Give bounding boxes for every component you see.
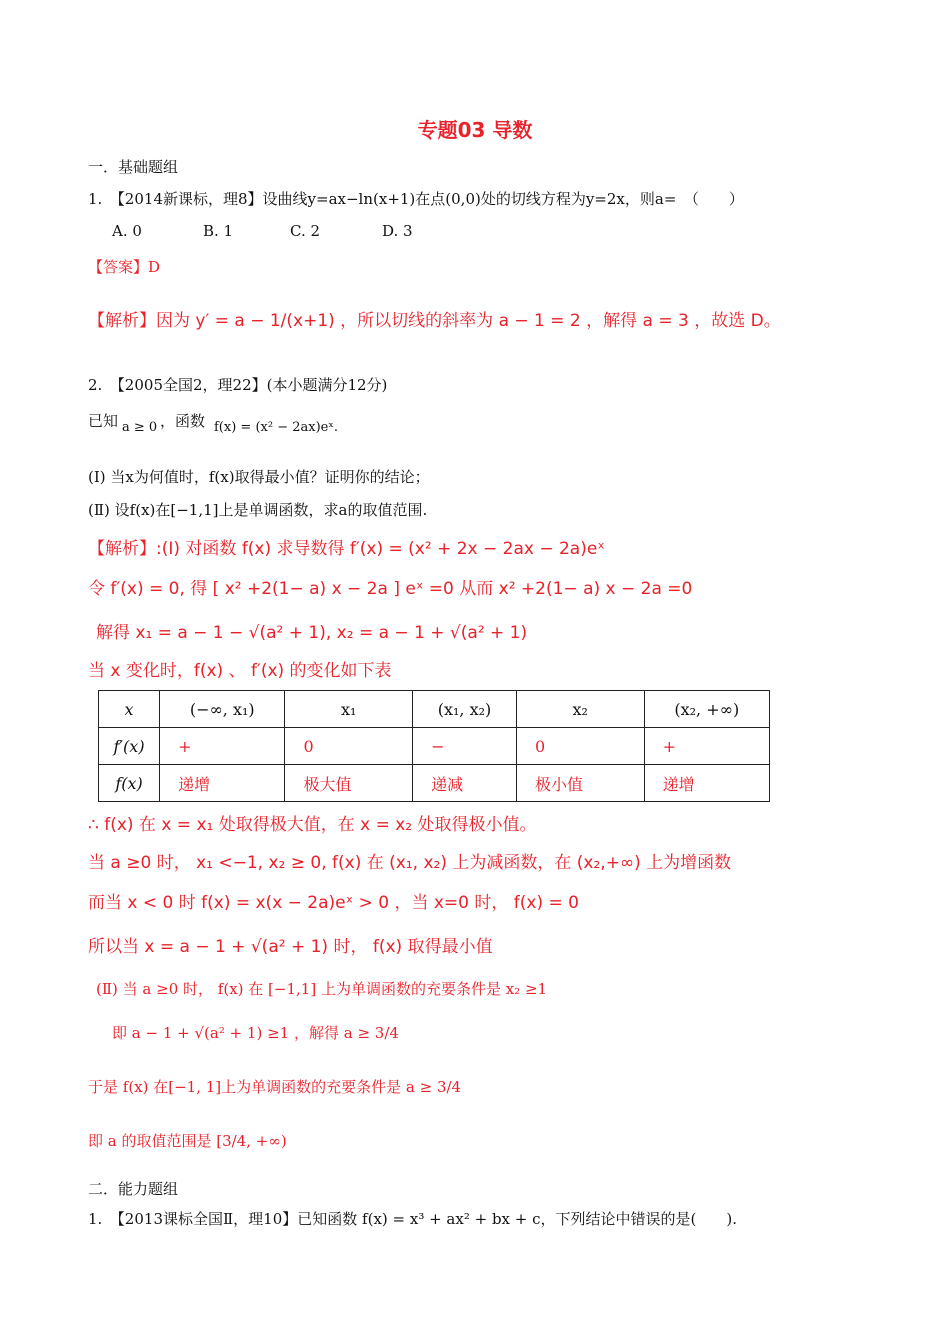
variation-table [98,690,770,802]
q2-solution-line11: 于是 f(x) 在[−1, 1]上为单调函数的充要条件是 a ≥ 3/4 [88,1078,462,1096]
q3-stem: 1. 【2013课标全国Ⅱ，理10】已知函数 f(x) = x³ + ax² + bx + c，下列结论中错误的是( ). [88,1210,737,1228]
table-row [99,765,770,802]
section-heading-basic: 一．基础题组 [88,158,179,176]
q2-given-prefix: 已知 [88,412,119,430]
table-row [99,691,770,728]
q2-given-function: f(x) = (x² − 2ax)eˣ. [214,420,338,435]
table-cell: + [160,728,285,765]
q2-part2: (Ⅱ) 设f(x)在[−1,1]上是单调函数，求a的取值范围. [88,501,428,519]
q1-option-b: B. 1 [203,222,234,240]
q1-option-c: C. 2 [290,222,321,240]
table-row [99,728,770,765]
q1-option-d: D. 3 [382,222,413,240]
q2-solution-line7: 而当 x < 0 时 f(x) = x(x − 2a)eˣ > 0 ，当 x=0 时， f(x) = 0 [88,893,579,913]
q2-given-a: a ≥ 0 [122,420,158,435]
table-cell: 0 [516,728,644,765]
q1-stem: 1. 【2014新课标，理8】设曲线y=ax−ln(x+1)在点(0,0)处的切线方程为y=2x，则a= （ ） [88,190,744,208]
q1-option-a: A. 0 [112,222,142,240]
q2-solution-line6: 当 a ≥0 时， x₁ <−1, x₂ ≥ 0, f(x) 在 (x₁, x₂) 上为减函数，在 (x₂,+∞) 上为增函数 [88,853,732,873]
table-cell: (x₁, x₂) [413,691,517,728]
table-cell: 0 [285,728,413,765]
q2-solution-line3: 解得 x₁ = a − 1 − √(a² + 1), x₂ = a − 1 + √(a² + 1) [96,623,528,643]
table-cell: x [99,691,160,728]
q2-given-mid: ，函数 [160,412,206,430]
q2-header: 2. 【2005全国2，理22】(本小题满分12分) [88,376,388,394]
q2-solution-line4: 当 x 变化时，f(x) 、 f′(x) 的变化如下表 [88,661,392,681]
table-cell: (x₂, +∞) [644,691,769,728]
table-cell: 递增 [160,765,285,802]
table-cell: x₂ [516,691,644,728]
q2-solution-line12: 即 a 的取值范围是 [3/4, +∞) [88,1132,287,1150]
table-cell: + [644,728,769,765]
table-cell: 递减 [413,765,517,802]
page-title: 专题03 导数 [417,118,533,142]
table-cell: − [413,728,517,765]
q2-solution-line8: 所以当 x = a − 1 + √(a² + 1) 时， f(x) 取得最小值 [88,937,493,957]
table-cell: x₁ [285,691,413,728]
table-cell: 递增 [644,765,769,802]
table-cell: 极小值 [516,765,644,802]
q2-solution-line5: ∴ f(x) 在 x = x₁ 处取得极大值，在 x = x₂ 处取得极小值。 [88,815,537,835]
q2-solution-line10: 即 a − 1 + √(a² + 1) ≥1 ，解得 a ≥ 3/4 [112,1024,399,1042]
table-cell: f′(x) [99,728,160,765]
q2-solution-line9: (Ⅱ) 当 a ≥0 时， f(x) 在 [−1,1] 上为单调函数的充要条件是 x₂ ≥1 [96,980,548,998]
q2-solution-line2: 令 f′(x) = 0, 得 [ x² +2(1− a) x − 2a ] eˣ =0 从而 x² +2(1− a) x − 2a =0 [88,579,693,599]
q2-solution-line1: 【解析】:(Ⅰ) 对函数 f(x) 求导数得 f′(x) = (x² + 2x − 2ax − 2a)eˣ [88,539,605,559]
table-cell: 极大值 [285,765,413,802]
q1-analysis: 【解析】因为 y′ = a − 1/(x+1) ，所以切线的斜率为 a − 1 = 2 ，解得 a = 3 ，故选 D。 [88,311,781,331]
q2-part1: (Ⅰ) 当x为何值时，f(x)取得最小值？证明你的结论； [88,468,430,486]
table-cell: f(x) [99,765,160,802]
table-cell: (−∞, x₁) [160,691,285,728]
section-heading-ability: 二．能力题组 [88,1180,179,1198]
q1-answer: 【答案】D [88,258,161,276]
